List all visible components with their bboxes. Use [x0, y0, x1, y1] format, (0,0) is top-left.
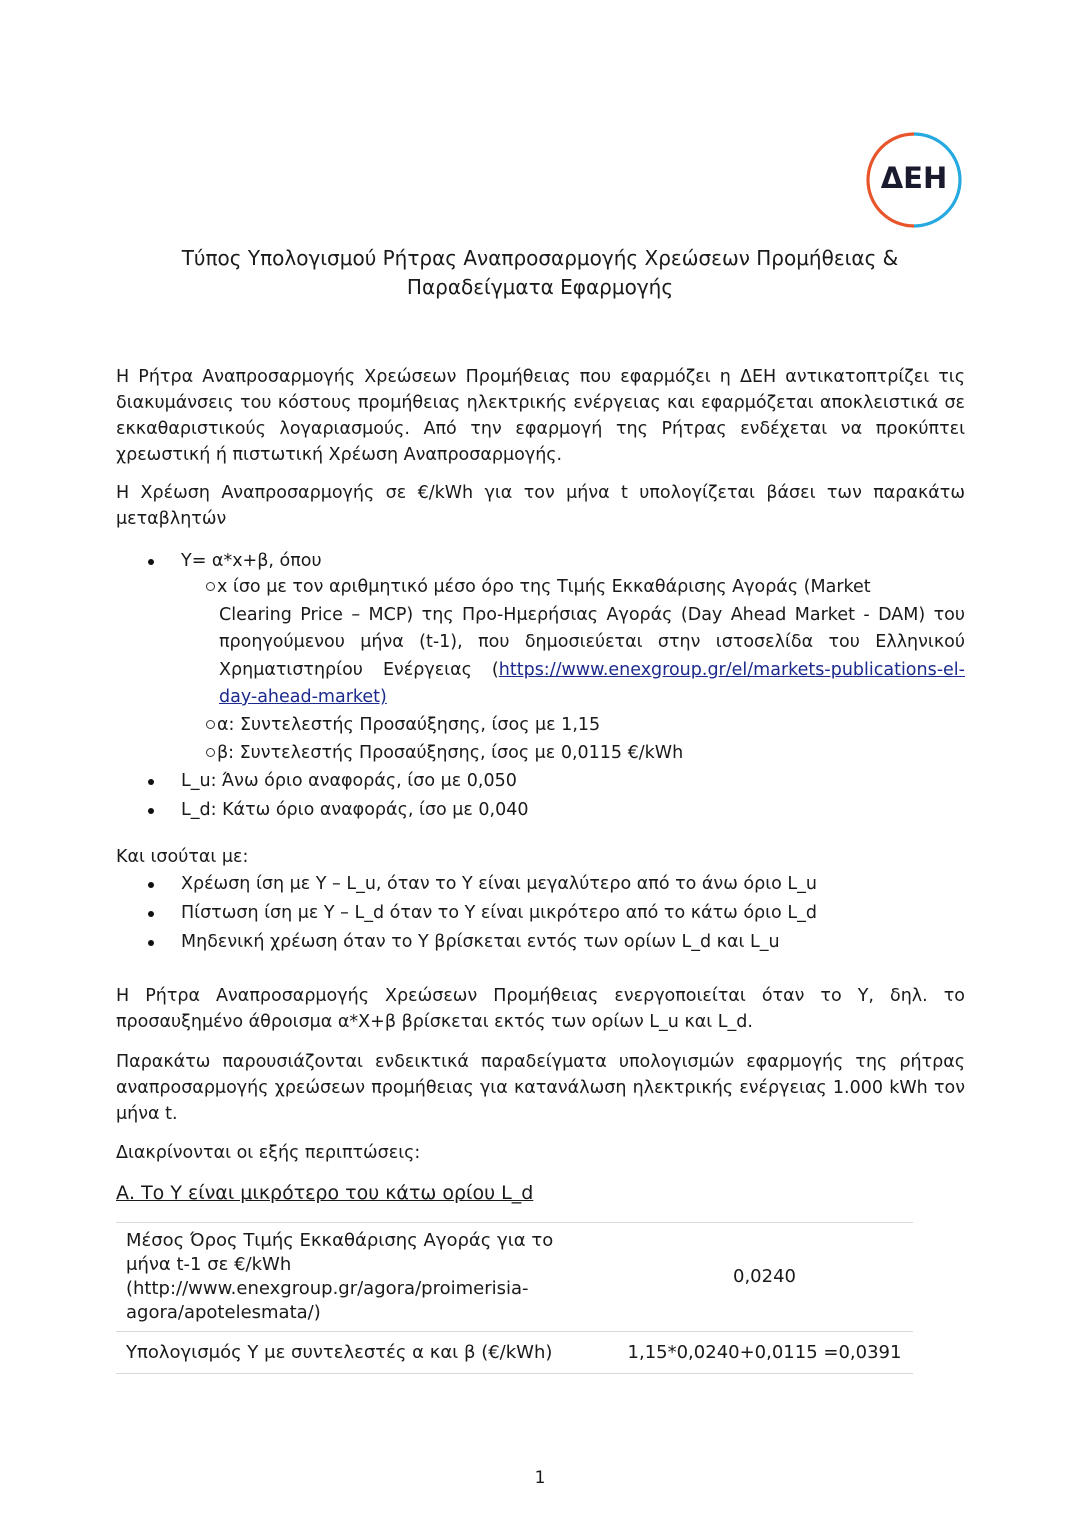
equals-item-credit: Πίστωση ίση με Y – L_d όταν το Y είναι μικρότερο από το κάτω όριο L_d	[181, 903, 817, 923]
variable-lu: L_u: Άνω όριο αναφοράς, ίσο με 0,050	[181, 771, 517, 791]
bullet-icon	[148, 779, 154, 785]
table-cell-label: Υπολογισμός Y με συντελεστές α και β (€/kWh)	[126, 1341, 553, 1363]
variable-alpha: α: Συντελεστής Προσαύξησης, ίσος με 1,15	[206, 712, 965, 740]
intro-paragraph-1: Η Ρήτρα Αναπροσαρμογής Χρεώσεων Προμήθειας που εφαρμόζει η ΔΕΗ αντικατοπτρίζει τις διακυμάνσεις του κόστους προμήθειας ηλεκτρικής ενέργειας και εφαρμόζεται αποκλειστικά σε εκκαθαριστικούς λογαριασμούς. Από την εφαρμογή της Ρήτρας ενδέχεται να προκύπτει χρεωστική ή πιστωτική Χρέωση Αναπροσαρμογής.	[116, 367, 965, 465]
svg-text:ΔΕΗ: ΔΕΗ	[880, 161, 948, 195]
bullet-icon	[148, 940, 154, 946]
activation-paragraph: Η Ρήτρα Αναπροσαρμογής Χρεώσεων Προμήθειας ενεργοποιείται όταν το Y, δηλ. το προσαυξημένο άθροισμα α*X+β βρίσκεται εκτός των ορίων L_u και L_d.	[116, 986, 965, 1032]
page-number: 1	[534, 1468, 546, 1488]
intro-paragraph-2: Η Χρέωση Αναπροσαρμογής σε €/kWh για τον μήνα t υπολογίζεται βάσει των παρακάτω μεταβλητών	[116, 483, 965, 529]
table-row	[116, 1223, 913, 1332]
circle-bullet-icon	[206, 720, 215, 729]
cases-label: Διακρίνονται οι εξής περιπτώσεις:	[116, 1143, 421, 1163]
variable-ld: L_d: Κάτω όριο αναφοράς, ίσο με 0,040	[181, 800, 529, 820]
title-line-1: Τύπος Υπολογισμού Ρήτρας Αναπροσαρμογής Χρεώσεων Προμήθειας &	[181, 246, 899, 270]
enex-dam-link[interactable]: https://www.enexgroup.gr/el/markets-publications-el-day-ahead-market)	[219, 659, 965, 707]
bullet-icon	[148, 911, 154, 917]
equals-item-zero: Μηδενική χρέωση όταν το Y βρίσκεται εντός των ορίων L_d και L_u	[181, 932, 780, 952]
bullet-icon	[148, 559, 154, 565]
equals-label: Και ισούται με:	[116, 847, 249, 867]
examples-intro-paragraph: Παρακάτω παρουσιάζονται ενδεικτικά παραδείγματα υπολογισμών εφαρμογής της ρήτρας αναπροσαρμογής χρεώσεων προμήθειας για κατανάλωση ηλεκτρικής ενέργειας 1.000 kWh τον μήνα t.	[116, 1052, 965, 1124]
circle-bullet-icon	[206, 748, 215, 757]
table-cell-value: 1,15*0,0240+0,0115 =0,0391	[627, 1341, 902, 1363]
equals-item-charge: Χρέωση ίση με Y – L_u, όταν το Y είναι μεγαλύτερο από το άνω όριο L_u	[181, 874, 818, 894]
case-a-heading: Α. Το Υ είναι μικρότερο του κάτω ορίου L_d	[116, 1182, 534, 1204]
deh-logo-icon	[864, 130, 964, 230]
table-cell-label: Μέσος Όρος Τιμής Εκκαθάρισης Αγοράς για το μήνα t-1 σε €/kWh (http://www.enexgroup.gr/agora/proimerisia- agora/apotelesmata/)	[126, 1230, 554, 1323]
variable-x-description: x ίσο με τον αριθμητικό μέσο όρο της Τιμής Εκκαθάρισης Αγοράς (Market Clearing Price – MCP) της Προ-Ημερήσιας Αγοράς (Day Ahead Market - DAM) του προηγούμενου μήνα (t-1), που δημοσιεύεται στην ιστοσελίδα του Ελληνικού Χρηματιστηρίου Ενέργειας (https://www.enexgroup.gr/el/markets-publications-el-day-ahead-market)	[206, 574, 965, 712]
formula-item: Y= α*x+β, όπου	[181, 551, 322, 571]
page-title	[120, 244, 960, 302]
table-cell-value: 0,0240	[733, 1266, 796, 1287]
variable-beta: β: Συντελεστής Προσαύξησης, ίσος με 0,0115 €/kWh	[206, 740, 965, 768]
table-row	[116, 1332, 913, 1374]
bullet-icon	[148, 882, 154, 888]
title-line-2: Παραδείγματα Εφαρμογής	[406, 275, 674, 299]
logo-ring-icon	[864, 130, 964, 230]
circle-bullet-icon	[206, 582, 215, 591]
bullet-icon	[148, 808, 154, 814]
case-a-table	[116, 1222, 913, 1374]
